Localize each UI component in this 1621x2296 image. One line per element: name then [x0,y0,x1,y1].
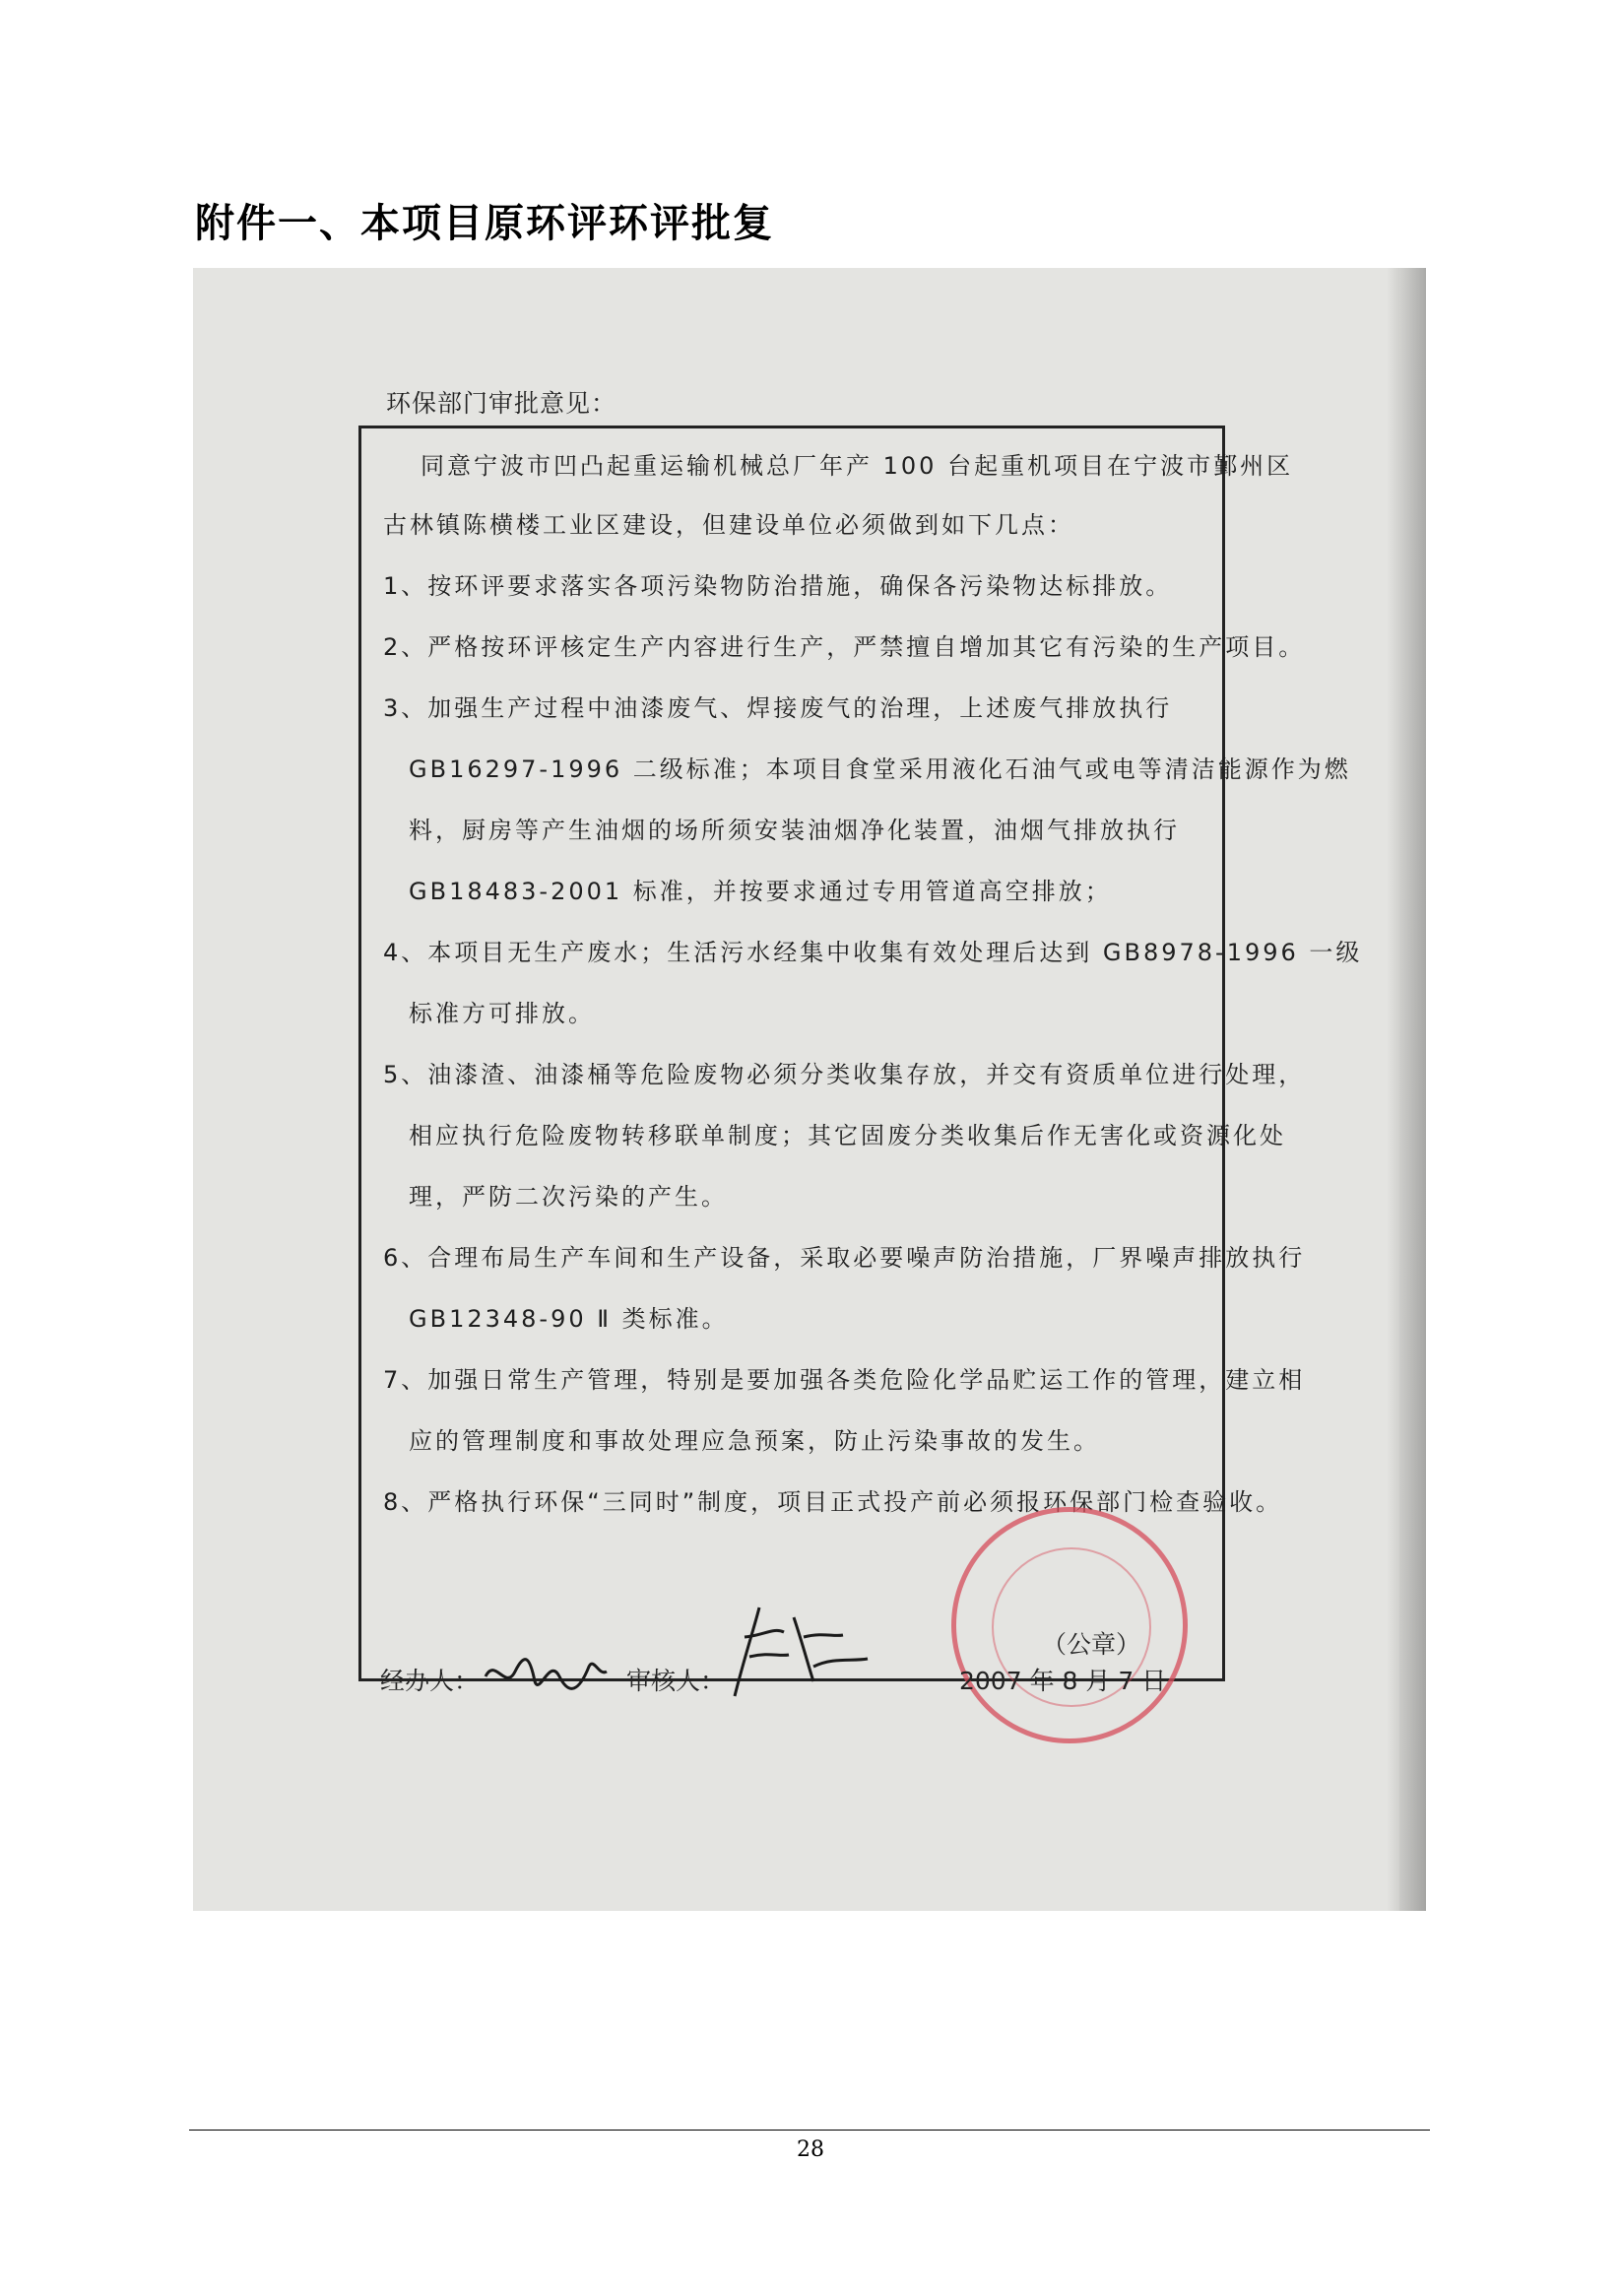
paragraph-line: 3、加强生产过程中油漆废气、焊接废气的治理，上述废气排放执行 [383,694,1173,722]
paragraph-line: 应的管理制度和事故处理应急预案，防止污染事故的发生。 [409,1427,1100,1455]
paragraph-line: 8、严格执行环保“三同时”制度，项目正式投产前必须报环保部门检查验收。 [383,1488,1283,1516]
seal-label: （公章） [1042,1630,1141,1659]
page-heading: 附件一、本项目原环评环评批复 [195,201,774,246]
operator-signature [481,1637,609,1706]
paragraph-line: GB18483-2001 标准，并按要求通过专用管道高空排放； [409,878,1112,905]
operator-label: 经办人： [380,1667,480,1695]
reviewer-signature [715,1598,873,1706]
paragraph-line: 1、按环评要求落实各项污染物防治措施，确保各污染物达标排放。 [383,572,1173,600]
approval-box [358,426,1363,1681]
paragraph-line: 相应执行危险废物转移联单制度；其它固废分类收集后作无害化或资源化处 [409,1122,1286,1149]
sheet-title: 环保部门审批意见： [386,389,617,418]
paragraph-line: GB16297-1996 二级标准；本项目食堂采用液化石油气或电等清洁能源作为燃 [409,755,1351,783]
approval-sheet [193,268,1399,1911]
reviewer-label: 审核人： [626,1667,726,1695]
paragraph-line: 7、加强日常生产管理，特别是要加强各类危险化学品贮运工作的管理，建立相 [383,1366,1306,1394]
paragraph-line: 6、合理布局生产车间和生产设备，采取必要噪声防治措施，厂界噪声排放执行 [383,1244,1306,1272]
page-number: 28 [797,2137,824,2162]
paragraph-line: GB12348-90 Ⅱ 类标准。 [409,1305,729,1333]
paragraph-line: 同意宁波市凹凸起重运输机械总厂年产 100 台起重机项目在宁波市鄞州区 [421,452,1294,480]
paragraph-line: 标准方可排放。 [409,1000,595,1027]
paragraph-line: 料，厨房等产生油烟的场所须安装油烟净化装置，油烟气排放执行 [409,817,1180,844]
approval-date: 2007 年 8 月 7 日 [959,1667,1167,1695]
paragraph-line: 古林镇陈横楼工业区建设，但建设单位必须做到如下几点： [383,511,1074,539]
photo-edge-shadow [1387,268,1426,1911]
paragraph-line: 2、严格按环评核定生产内容进行生产，严禁擅自增加其它有污染的生产项目。 [383,633,1306,661]
paragraph-line: 理，严防二次污染的产生。 [409,1183,728,1211]
paragraph-line: 5、油漆渣、油漆桶等危险废物必须分类收集存放，并交有资质单位进行处理， [383,1061,1306,1088]
document-photo [193,268,1426,1911]
paragraph-line: 4、本项目无生产废水；生活污水经集中收集有效处理后达到 GB8978-1996 一级 [383,939,1363,966]
footer-rule [189,2130,1430,2131]
